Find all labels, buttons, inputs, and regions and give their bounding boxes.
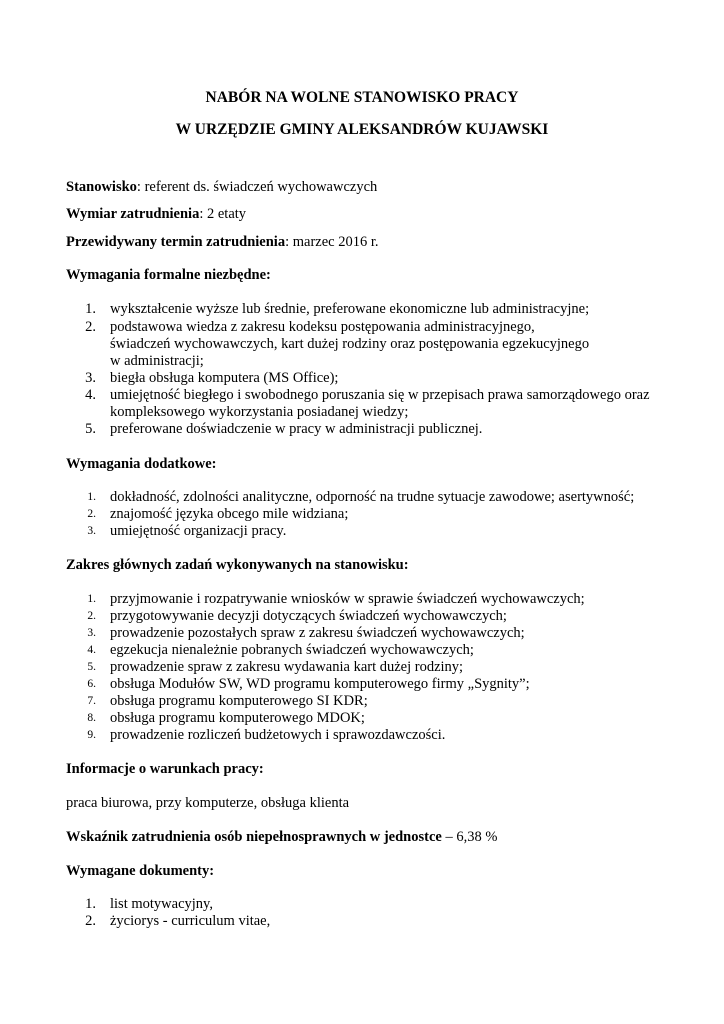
list-item: obsługa Modułów SW, WD programu komputerowego firmy „Sygnity”; — [110, 676, 530, 692]
position-label: Stanowisko — [66, 179, 137, 195]
list-number: 3. — [85, 370, 96, 386]
list-item: podstawowa wiedza z zakresu kodeksu postępowania administracyjnego, — [110, 319, 535, 335]
list-number: 2. — [85, 319, 96, 335]
list-item: egzekucja nienależnie pobranych świadczeń wychowawczych; — [110, 642, 474, 658]
list-item: przyjmowanie i rozpatrywanie wniosków w sprawie świadczeń wychowawczych; — [110, 591, 585, 607]
list-item: wykształcenie wyższe lub średnie, preferowane ekonomiczne lub administracyjne; — [110, 301, 590, 317]
list-item: prowadzenie rozliczeń budżetowych i sprawozdawczości. — [110, 727, 446, 743]
start-date-field — [66, 233, 379, 251]
list-number: 5. — [85, 421, 96, 437]
list-number: 1. — [85, 896, 96, 912]
list-number: 5. — [87, 661, 96, 673]
list-item: prowadzenie pozostałych spraw z zakresu świadczeń wychowawczych; — [110, 625, 525, 641]
list-item: prowadzenie spraw z zakresu wydawania kart dużej rodziny; — [110, 659, 464, 675]
employment-field — [66, 205, 246, 223]
list-item: obsługa programu komputerowego MDOK; — [110, 710, 365, 726]
start-date-label: Przewidywany termin zatrudnienia — [66, 234, 286, 250]
employment-label: Wymiar zatrudnienia — [66, 206, 200, 222]
list-item-continuation: świadczeń wychowawczych, kart dużej rodziny oraz postępowania egzekucyjnego — [110, 336, 590, 352]
list-number: 2. — [85, 913, 96, 929]
title-line-1: NABÓR NA WOLNE STANOWISKO PRACY — [205, 89, 519, 106]
list-number: 3. — [87, 627, 96, 639]
conditions-heading: Informacje o warunkach pracy: — [66, 761, 264, 777]
conditions-text: praca biurowa, przy komputerze, obsługa klienta — [66, 795, 350, 811]
list-item-continuation: w administracji; — [110, 353, 204, 369]
disabled-employment-indicator — [66, 828, 497, 846]
disabled-indicator-value: – 6,38 % — [441, 829, 498, 845]
list-item: umiejętność organizacji pracy. — [110, 523, 287, 539]
start-date-value: : marzec 2016 r. — [285, 234, 379, 250]
list-number: 7. — [87, 695, 96, 707]
list-number: 1. — [87, 491, 96, 503]
list-number: 1. — [85, 301, 96, 317]
list-number: 1. — [87, 593, 96, 605]
list-item: dokładność, zdolności analityczne, odporność na trudne sytuacje zawodowe; asertywność; — [110, 489, 635, 505]
list-number: 8. — [87, 712, 96, 724]
employment-value: : 2 etaty — [199, 206, 247, 222]
list-number: 4. — [87, 644, 96, 656]
list-number: 6. — [87, 678, 96, 690]
list-number: 3. — [87, 525, 96, 537]
position-value: : referent ds. świadczeń wychowawczych — [136, 179, 378, 195]
list-number: 4. — [85, 387, 96, 403]
position-field — [66, 178, 377, 196]
additional-requirements-heading: Wymagania dodatkowe: — [66, 456, 217, 472]
documents-heading: Wymagane dokumenty: — [66, 863, 215, 879]
list-number: 9. — [87, 729, 96, 741]
list-item: znajomość języka obcego mile widziana; — [110, 506, 349, 522]
list-number: 2. — [87, 508, 96, 520]
tasks-heading: Zakres głównych zadań wykonywanych na stanowisku: — [66, 557, 409, 573]
list-number: 2. — [87, 610, 96, 622]
list-item: biegła obsługa komputera (MS Office); — [110, 370, 339, 386]
list-item: obsługa programu komputerowego SI KDR; — [110, 693, 368, 709]
list-item-continuation: kompleksowego wykorzystania posiadanej wiedzy; — [110, 404, 409, 420]
formal-requirements-heading: Wymagania formalne niezbędne: — [66, 267, 271, 283]
list-item: życiorys - curriculum vitae, — [110, 913, 271, 929]
list-item: przygotowywanie decyzji dotyczących świadczeń wychowawczych; — [110, 608, 507, 624]
list-item: umiejętność biegłego i swobodnego poruszania się w przepisach prawa samorządowego oraz — [110, 387, 650, 403]
list-item: list motywacyjny, — [110, 896, 213, 912]
disabled-indicator-label: Wskaźnik zatrudnienia osób niepełnosprawnych w jednostce — [66, 829, 442, 845]
title-line-2: W URZĘDZIE GMINY ALEKSANDRÓW KUJAWSKI — [175, 121, 549, 138]
list-item: preferowane doświadczenie w pracy w administracji publicznej. — [110, 421, 483, 437]
